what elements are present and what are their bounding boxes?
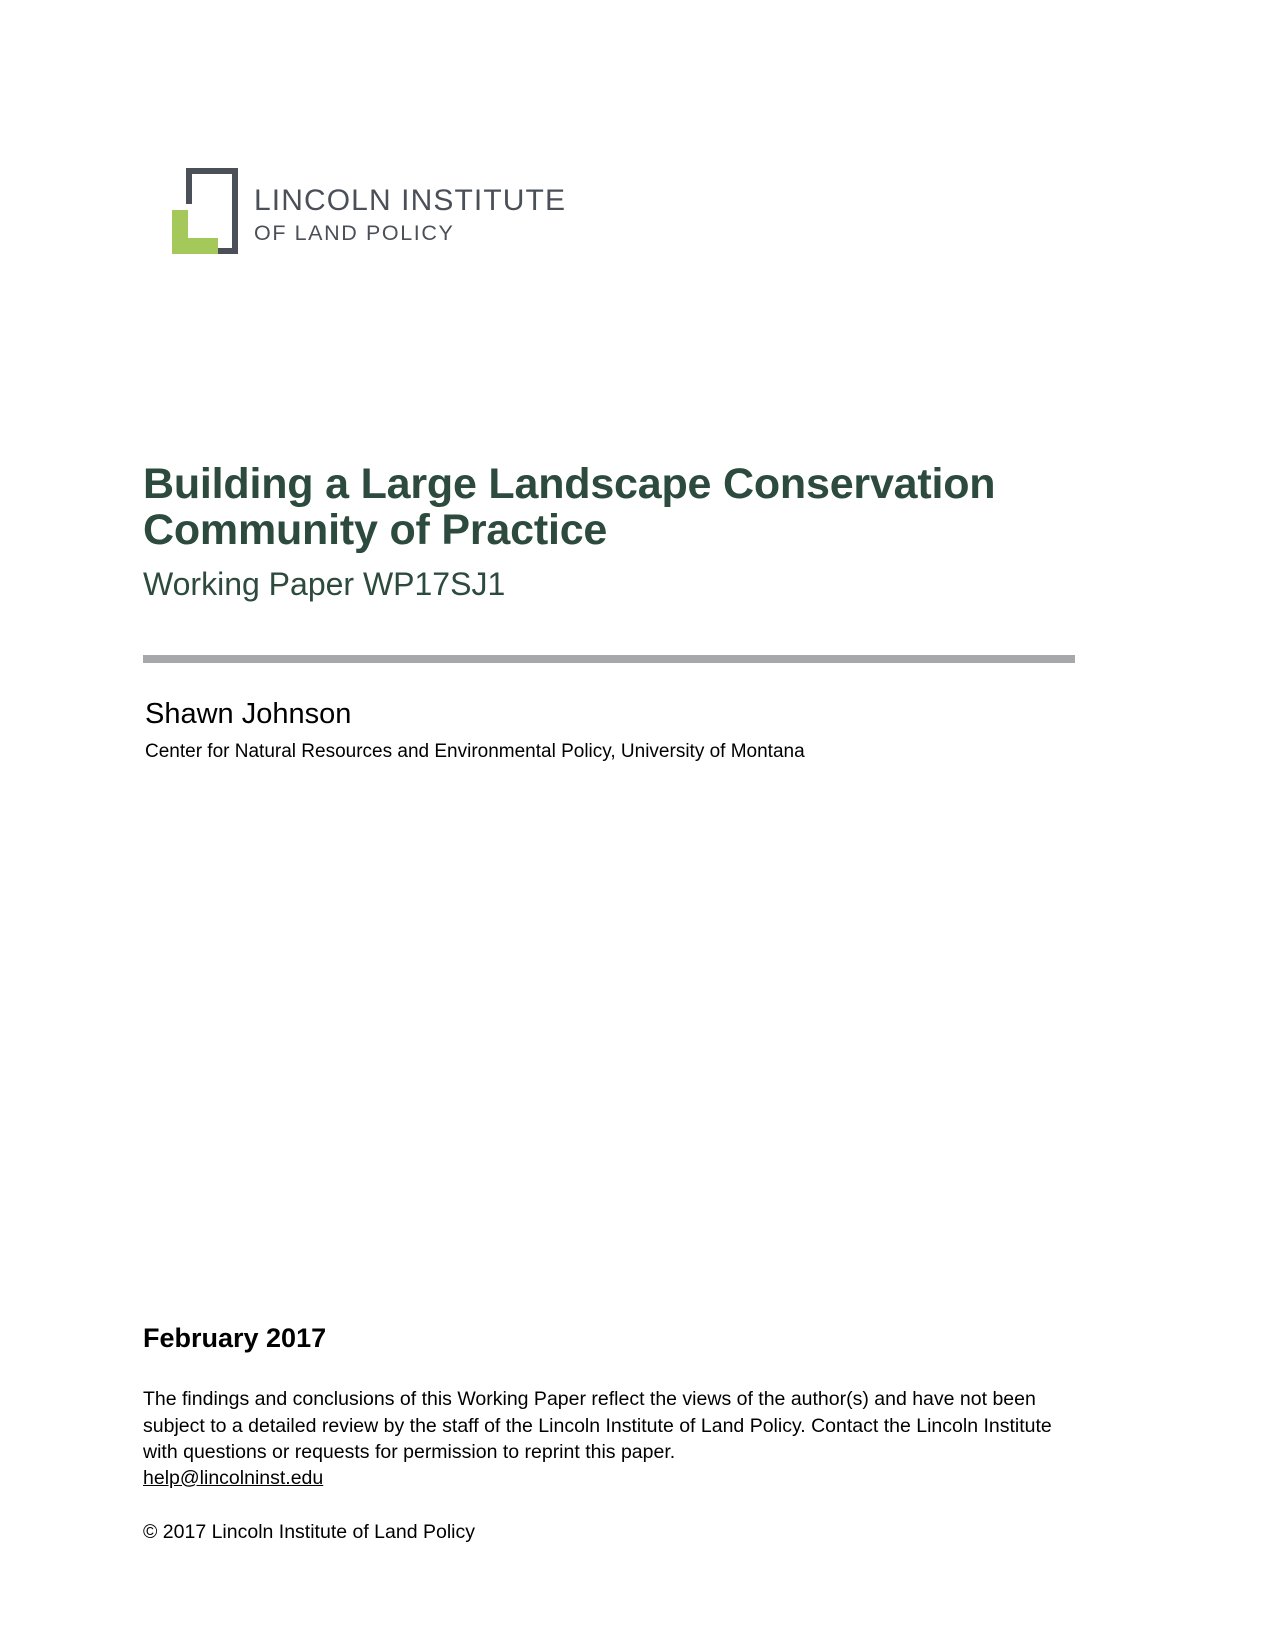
disclaimer-text: The findings and conclusions of this Working Paper reflect the views of the author(s) and have not been subject to a detailed review by the staff of the Lincoln Institute of Land Policy. Contact the Lincoln Institute with questions or requests for permission to reprint this paper. [143, 1388, 1052, 1463]
title-block [143, 462, 1133, 604]
divider [143, 655, 1075, 663]
page-subtitle: Working Paper WP17SJ1 [143, 566, 506, 603]
lincoln-institute-logo-mark-icon [166, 168, 238, 254]
brand-wordmark [254, 168, 566, 248]
brand-logo [166, 168, 566, 254]
author-block [145, 697, 1045, 764]
footer-block [143, 1322, 1083, 1545]
page-title: Building a Large Landscape Conservation Community of Practice [143, 460, 996, 554]
author-name: Shawn Johnson [145, 698, 352, 730]
copyright-text: © 2017 Lincoln Institute of Land Policy [143, 1520, 475, 1543]
publication-date: February 2017 [143, 1323, 327, 1353]
author-affiliation: Center for Natural Resources and Environmental Policy, University of Montana [145, 740, 805, 762]
contact-email-link[interactable]: help@lincolninst.edu [143, 1466, 324, 1489]
brand-name-line1: LINCOLN INSTITUTE [254, 184, 567, 217]
brand-name-line2: OF LAND POLICY [254, 220, 455, 245]
